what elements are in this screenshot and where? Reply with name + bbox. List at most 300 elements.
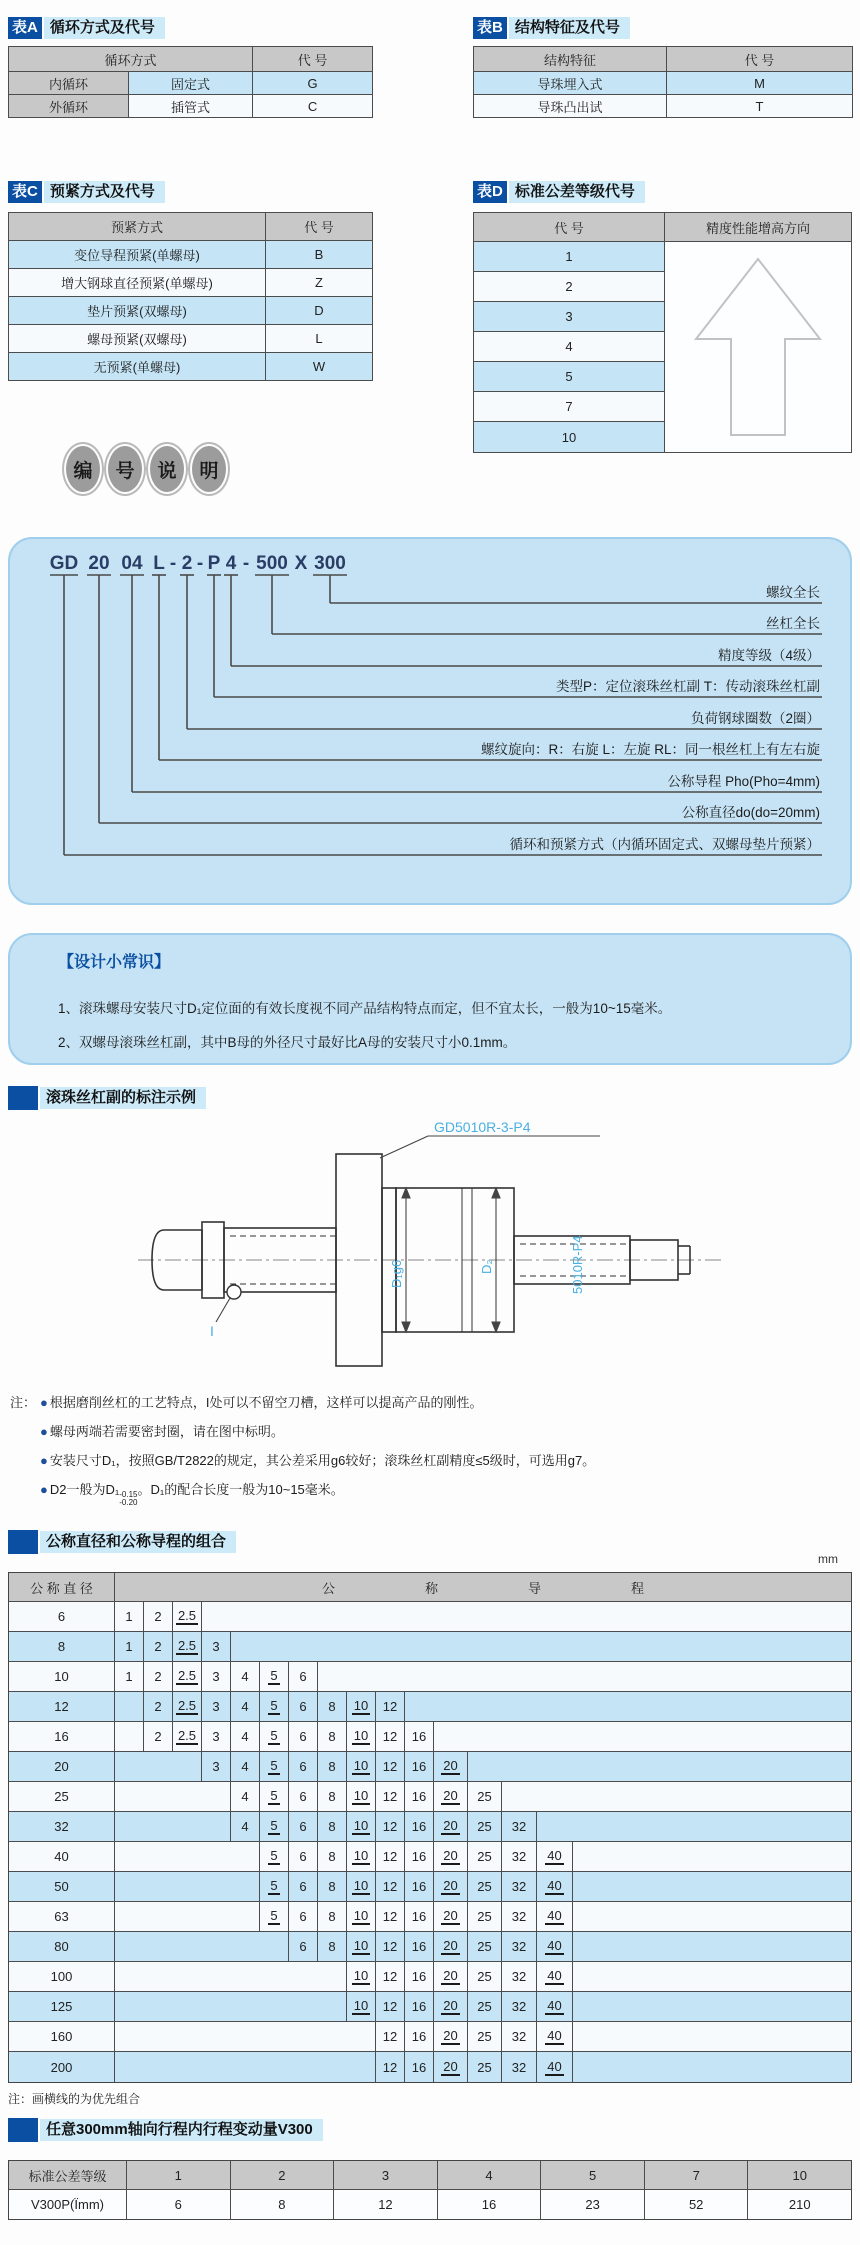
lead-cell: 6 (289, 1782, 318, 1811)
bullet-icon: ● (40, 1395, 48, 1410)
tableC-title-text: 预紧方式及代号 (44, 181, 165, 203)
lead-cell: 2 (144, 1632, 173, 1661)
lead-cell: 10 (347, 1872, 376, 1901)
lead-empty-cell (115, 2022, 376, 2051)
grade-cell: 2 (231, 2161, 335, 2189)
note-text: D2一般为D₁ -0.15 -0.20 。D₁的配合长度一般为10~15毫米。 (49, 1482, 344, 1507)
lead-cell: 16 (405, 1872, 434, 1901)
diameter-cell: 20 (9, 1752, 115, 1781)
lead-table-heading (8, 1530, 236, 1554)
lead-tail-cell (537, 1812, 851, 1841)
lead-cell: 40 (537, 1902, 573, 1931)
cell: 导珠凸出试 (474, 95, 667, 118)
cell: 垫片预紧(双螺母) (9, 297, 266, 325)
grade-cell: 10 (792, 2167, 807, 2183)
diameter-cell: 125 (9, 1992, 115, 2021)
bullet-icon: ● (40, 1453, 48, 1468)
diameter-cell: 10 (9, 1662, 115, 1691)
design-tips-panel (8, 933, 852, 1065)
col-header: 公 称 直 径 (9, 1573, 115, 1601)
lead-tail-cell (573, 1842, 851, 1871)
lead-cell: 5 (260, 1692, 289, 1721)
lead-cell: 16 (405, 1962, 434, 1991)
lead-cell: 2.5 (173, 1692, 202, 1721)
lead-cell: 16 (405, 2052, 434, 2082)
lead-cell: 3 (202, 1692, 231, 1721)
cell: 插管式 (129, 95, 253, 118)
tol-grade-row: 4 (474, 332, 664, 362)
heading-square-icon (8, 2118, 38, 2142)
lead-cell: 32 (502, 1872, 537, 1901)
lead-cell: 32 (502, 1812, 537, 1841)
lead-cell: 32 (502, 1962, 537, 1991)
code-label: 螺纹全长 (766, 585, 820, 600)
lead-cell: 8 (318, 1812, 347, 1841)
lead-tail-cell (318, 1662, 851, 1691)
code-cell: G (253, 72, 373, 95)
lead-cell: 20 (434, 2052, 468, 2082)
preload-table (8, 212, 373, 381)
lead-table-row (9, 1962, 851, 1992)
lead-empty-cell (115, 1782, 231, 1811)
lead-cell: 6 (289, 1812, 318, 1841)
lead-empty-cell (115, 1812, 231, 1841)
note-line (10, 1450, 850, 1471)
diameter-cell: 25 (9, 1782, 115, 1811)
lead-cell: 2.5 (173, 1662, 202, 1691)
lead-table-body (9, 1602, 851, 2082)
lead-cell: 25 (468, 1992, 502, 2021)
code-label: 精度等级（4级） (717, 648, 820, 663)
cell: 固定式 (129, 72, 253, 95)
lead-table-row (9, 1932, 851, 1962)
tableB-title (473, 16, 630, 40)
lead-cell: 16 (405, 1992, 434, 2021)
col-header: 代 号 (667, 47, 853, 72)
cell: 无预紧(单螺母) (9, 353, 266, 381)
lead-cell: 12 (376, 1752, 405, 1781)
lead-cell: 3 (202, 1752, 231, 1781)
lead-cell: 8 (318, 1692, 347, 1721)
lead-cell: 2 (144, 1722, 173, 1751)
drawing-notes (10, 1392, 850, 1515)
lead-cell: 12 (376, 1872, 405, 1901)
lead-cell: 2.5 (173, 1722, 202, 1751)
lead-cell: 6 (289, 1872, 318, 1901)
lead-cell: 20 (434, 1962, 468, 1991)
lead-cell: 2.5 (173, 1632, 202, 1661)
lead-cell: 1 (115, 1602, 144, 1631)
lead-cell: 12 (376, 1812, 405, 1841)
lead-cell: 12 (376, 1932, 405, 1961)
lead-table-footnote: 注：画横线的为优先组合 (8, 2092, 141, 2106)
lead-cell: 16 (405, 1842, 434, 1871)
v300-heading-text: 任意300mm轴向行程内行程变动量V300 (40, 2119, 323, 2141)
lead-tail-cell (502, 1782, 851, 1811)
lead-cell: 32 (502, 1932, 537, 1961)
tol-grade-rows (474, 242, 664, 452)
code-token: P (207, 553, 221, 574)
lead-cell: 32 (502, 1842, 537, 1871)
lead-tail-cell (573, 1962, 851, 1991)
code-token: 4 (225, 553, 237, 574)
tableC-title (8, 180, 165, 204)
code-token: 300 (314, 553, 346, 574)
example-heading (8, 1086, 206, 1110)
col-header: 公称导程 (321, 1580, 734, 1596)
lead-cell: 6 (289, 1842, 318, 1871)
lead-cell: 3 (202, 1632, 231, 1661)
lead-empty-cell (115, 1902, 260, 1931)
lead-tail-cell (434, 1722, 851, 1751)
shaft-mark-label: 5010R-P4 (570, 1235, 585, 1294)
lead-cell: 25 (468, 1902, 502, 1931)
stamp: 号 (106, 444, 144, 494)
lead-cell: 10 (347, 1722, 376, 1751)
value-cell: 210 (788, 2197, 811, 2212)
lead-cell: 5 (260, 1662, 289, 1691)
col-header: 代 号 (266, 213, 373, 241)
lead-cell: 20 (434, 1842, 468, 1871)
tol-grade-row: 2 (474, 272, 664, 302)
v300-value-row (9, 2190, 851, 2219)
lead-cell: 8 (318, 1872, 347, 1901)
lead-cell: 16 (405, 1722, 434, 1751)
lead-empty-cell (115, 1722, 144, 1751)
lead-cell: 16 (405, 1782, 434, 1811)
lead-empty-cell (115, 1752, 202, 1781)
row-label: V300P(Ïmm) (9, 2190, 127, 2219)
note-line (10, 1479, 850, 1507)
lead-cell: 6 (289, 1662, 318, 1691)
code-token: GD (49, 553, 79, 574)
tol-grade-row: 1 (474, 242, 664, 272)
lead-cell: 8 (318, 1932, 347, 1961)
lead-cell: 5 (260, 1782, 289, 1811)
stamp: 明 (190, 444, 228, 494)
code-cell: Z (266, 269, 373, 297)
lead-cell: 10 (347, 1992, 376, 2021)
lead-table-row (9, 1902, 851, 1932)
diameter-cell: 100 (9, 1962, 115, 1991)
lead-cell: 4 (231, 1812, 260, 1841)
code-token: - (196, 553, 204, 574)
lead-table-row (9, 1782, 851, 1812)
lead-cell: 6 (289, 1752, 318, 1781)
lead-cell: 1 (115, 1632, 144, 1661)
v300-grades (127, 2161, 851, 2189)
diameter-cell: 63 (9, 1902, 115, 1931)
lead-table-heading-text: 公称直径和公称导程的组合 (40, 1531, 236, 1553)
unit-label: mm (818, 1552, 838, 1566)
lead-table-row (9, 1842, 851, 1872)
heading-square-icon (8, 1530, 38, 1554)
lead-cell: 40 (537, 1992, 573, 2021)
code-label: 类型P：定位滚珠丝杠副 T：传动滚珠丝杠副 (555, 679, 820, 694)
lead-cell: 2 (144, 1662, 173, 1691)
lead-cell: 8 (318, 1842, 347, 1871)
lead-cell: 25 (468, 2052, 502, 2082)
lead-cell: 10 (347, 1932, 376, 1961)
tableB-badge: 表B (473, 17, 507, 39)
cell: 增大钢球直径预紧(单螺母) (9, 269, 266, 297)
lead-table-row (9, 2022, 851, 2052)
grade-cell: 4 (438, 2161, 542, 2189)
notes-label: 注： (10, 1395, 37, 1410)
grade-cell: 3 (334, 2161, 438, 2189)
lead-cell: 20 (434, 1812, 468, 1841)
code-cell: L (266, 325, 373, 353)
diameter-cell: 6 (9, 1602, 115, 1631)
code-label: 公称直径do(do=20mm) (681, 805, 820, 820)
lead-cell: 12 (376, 2022, 405, 2051)
lead-cell: 32 (502, 1992, 537, 2021)
value-cell: 23 (541, 2190, 645, 2219)
code-token: L (153, 553, 165, 574)
v300-heading (8, 2118, 323, 2142)
lead-cell: 16 (405, 1752, 434, 1781)
lead-tail-cell (573, 2022, 851, 2051)
lead-cell: 10 (347, 1782, 376, 1811)
lead-cell: 2.5 (173, 1602, 202, 1631)
col-header: 精度性能增高方向 (665, 213, 851, 242)
bullet-icon: ● (40, 1424, 48, 1439)
lead-cell: 20 (434, 1782, 468, 1811)
lead-cell: 40 (537, 2022, 573, 2051)
design-tip: 2、双螺母滚珠丝杠副，其中B母的外径尺寸最好比A母的安装尺寸小0.1mm。 (58, 1035, 517, 1050)
lead-cell: 10 (347, 1902, 376, 1931)
row-label: 标准公差等级 (9, 2161, 127, 2189)
diameter-cell: 80 (9, 1932, 115, 1961)
col-header: 代 号 (253, 47, 373, 72)
numbering-stamps (64, 444, 228, 494)
lead-empty-cell (115, 1842, 260, 1871)
lead-cell: 16 (405, 2022, 434, 2051)
design-tips-title: 【设计小常识】 (58, 954, 171, 971)
code-token: - (169, 553, 177, 574)
grade-cell: 7 (645, 2161, 749, 2189)
lead-cell: 16 (405, 1902, 434, 1931)
col-header: 结构特征 (474, 47, 667, 72)
lead-tail-cell (573, 2052, 851, 2082)
lead-cell: 25 (468, 1962, 502, 1991)
code-token: 20 (88, 553, 110, 574)
lead-cell: 10 (347, 1962, 376, 1991)
lead-tail-cell (573, 1992, 851, 2021)
lead-table-row (9, 1812, 851, 1842)
note-line (10, 1392, 850, 1413)
code-label: 公称导程 Pho(Pho=4mm) (667, 774, 820, 789)
code-cell: M (667, 72, 853, 95)
lead-cell: 32 (502, 1902, 537, 1931)
diameter-cell: 160 (9, 2022, 115, 2051)
tableA-title-text: 循环方式及代号 (44, 17, 165, 39)
code-cell: C (253, 95, 373, 118)
lead-cell: 16 (405, 1932, 434, 1961)
code-token: X (294, 553, 308, 574)
lead-cell: 10 (347, 1842, 376, 1871)
bullet-icon: ● (40, 1482, 48, 1497)
lead-table-row (9, 1662, 851, 1692)
lead-cell: 40 (537, 1932, 573, 1961)
design-tip: 1、滚珠螺母安装尺寸D₁定位面的有效长度视不同产品结构特点而定，但不宜太长，一般为10~15毫米。 (58, 1001, 672, 1016)
value-cell: 8 (231, 2190, 335, 2219)
ball-screw-drawing (130, 1118, 730, 1388)
tableD-title-text: 标准公差等级代号 (509, 181, 645, 203)
lead-empty-cell (115, 1692, 144, 1721)
lead-cell: 5 (260, 1902, 289, 1931)
lead-cell: 12 (376, 1782, 405, 1811)
circulation-table (8, 46, 373, 118)
value-cell: 16 (438, 2190, 542, 2219)
lead-cell: 25 (468, 1812, 502, 1841)
lead-table-row (9, 1692, 851, 1722)
diameter-cell: 50 (9, 1872, 115, 1901)
code-explanation-panel (8, 537, 852, 905)
groove-label: I (210, 1323, 214, 1339)
diameter-cell: 8 (9, 1632, 115, 1661)
lead-cell: 12 (376, 1722, 405, 1751)
lead-cell: 5 (260, 1752, 289, 1781)
lead-table-row (9, 1632, 851, 1662)
lead-table-header (9, 1573, 851, 1602)
grade-cell: 1 (127, 2161, 231, 2189)
lead-table-row (9, 1602, 851, 1632)
drawing-code-label: GD5010R-3-P4 (434, 1119, 531, 1135)
v300-header-row (9, 2161, 851, 2190)
lead-cell: 6 (289, 1902, 318, 1931)
tolerance-grade-table (473, 212, 852, 453)
cell: 导珠埋入式 (474, 72, 667, 95)
lead-cell: 32 (502, 2022, 537, 2051)
lead-cell: 6 (289, 1932, 318, 1961)
lead-cell: 8 (318, 1902, 347, 1931)
lead-tail-cell (573, 1932, 851, 1961)
lead-cell: 8 (318, 1722, 347, 1751)
tol-grade-row: 3 (474, 302, 664, 332)
lead-cell: 20 (434, 2022, 468, 2051)
diameter-cell: 32 (9, 1812, 115, 1841)
structure-table (473, 46, 853, 118)
lead-cell: 10 (347, 1752, 376, 1781)
lead-cell: 32 (502, 2052, 537, 2082)
lead-cell: 8 (318, 1782, 347, 1811)
stamp: 说 (148, 444, 186, 494)
lead-cell: 2 (144, 1692, 173, 1721)
lead-tail-cell (202, 1602, 851, 1631)
lead-combination-table (8, 1572, 852, 2083)
lead-table-row (9, 1752, 851, 1782)
lead-cell: 5 (260, 1842, 289, 1871)
tableD-title (473, 180, 645, 204)
lead-cell: 3 (202, 1722, 231, 1751)
lead-table-row (9, 2052, 851, 2082)
lead-cell: 4 (231, 1782, 260, 1811)
code-token: 2 (181, 553, 193, 574)
code-cell: W (266, 353, 373, 381)
tableA-badge: 表A (8, 17, 42, 39)
col-header: 代 号 (474, 213, 664, 242)
note-line (10, 1421, 850, 1442)
value-cell: 52 (645, 2190, 749, 2219)
lead-cell: 20 (434, 1752, 468, 1781)
tol-grade-row: 10 (474, 422, 664, 452)
lead-cell: 12 (376, 1962, 405, 1991)
diameter-cell: 16 (9, 1722, 115, 1751)
value-cell: 12 (334, 2190, 438, 2219)
lead-cell: 4 (231, 1722, 260, 1751)
lead-cell: 12 (376, 1902, 405, 1931)
row-label: 外循环 (9, 95, 129, 118)
heading-square-icon (8, 1086, 38, 1110)
lead-cell: 4 (231, 1662, 260, 1691)
lead-tail-cell (573, 1902, 851, 1931)
lead-cell: 25 (468, 1782, 502, 1811)
lead-cell: 40 (537, 1962, 573, 1991)
code-cell: B (266, 241, 373, 269)
cell: 螺母预紧(双螺母) (9, 325, 266, 353)
dim-d1-label: D₁g6 (389, 1259, 404, 1288)
lead-table-row (9, 1992, 851, 2022)
lead-cell: 1 (115, 1662, 144, 1691)
lead-tail-cell (405, 1692, 851, 1721)
lead-cell: 5 (260, 1872, 289, 1901)
code-token: 500 (256, 553, 288, 574)
diameter-cell: 200 (9, 2052, 115, 2082)
lead-cell: 25 (468, 1842, 502, 1871)
lead-cell: 40 (537, 1872, 573, 1901)
lead-cell: 2 (144, 1602, 173, 1631)
lead-cell: 3 (202, 1662, 231, 1691)
lead-cell: 20 (434, 1992, 468, 2021)
tol-grade-row: 7 (474, 392, 664, 422)
lead-empty-cell (115, 1962, 347, 1991)
lead-table-row (9, 1722, 851, 1752)
code-token: - (242, 553, 250, 574)
dim-d2-label: D₂ (479, 1259, 494, 1274)
note-text: 安装尺寸D₁，按照GB/T2822的规定，其公差采用g6较好；滚珠丝杠副精度≤5级时，可选用g7。 (49, 1453, 596, 1468)
cell: 变位导程预紧(单螺母) (9, 241, 266, 269)
lead-table-row (9, 1872, 851, 1902)
grade-cell: 5 (541, 2161, 645, 2189)
lead-tail-cell (231, 1632, 851, 1661)
value-cell: 6 (127, 2190, 231, 2219)
lead-cell: 12 (376, 1692, 405, 1721)
code-diagram (10, 539, 850, 901)
note-text: 螺母两端若需要密封圈，请在图中标明。 (49, 1424, 284, 1439)
code-token: 04 (121, 553, 143, 574)
tableC-badge: 表C (8, 181, 42, 203)
lead-empty-cell (115, 1932, 289, 1961)
lead-empty-cell (115, 2052, 376, 2082)
lead-empty-cell (115, 1992, 347, 2021)
lead-cell: 4 (231, 1752, 260, 1781)
lead-cell: 40 (537, 2052, 573, 2082)
lead-cell: 12 (376, 1992, 405, 2021)
row-label: 内循环 (9, 72, 129, 95)
tableB-title-text: 结构特征及代号 (509, 17, 630, 39)
tol-grade-row: 5 (474, 362, 664, 392)
col-header: 循环方式 (9, 47, 253, 72)
code-label: 丝杠全长 (766, 616, 820, 631)
lead-cell: 25 (468, 2022, 502, 2051)
lead-cell: 25 (468, 1932, 502, 1961)
lead-empty-cell (115, 1872, 260, 1901)
example-heading-text: 滚珠丝杠副的标注示例 (40, 1087, 206, 1109)
code-cell: D (266, 297, 373, 325)
lead-cell: 20 (434, 1902, 468, 1931)
lead-cell: 20 (434, 1872, 468, 1901)
